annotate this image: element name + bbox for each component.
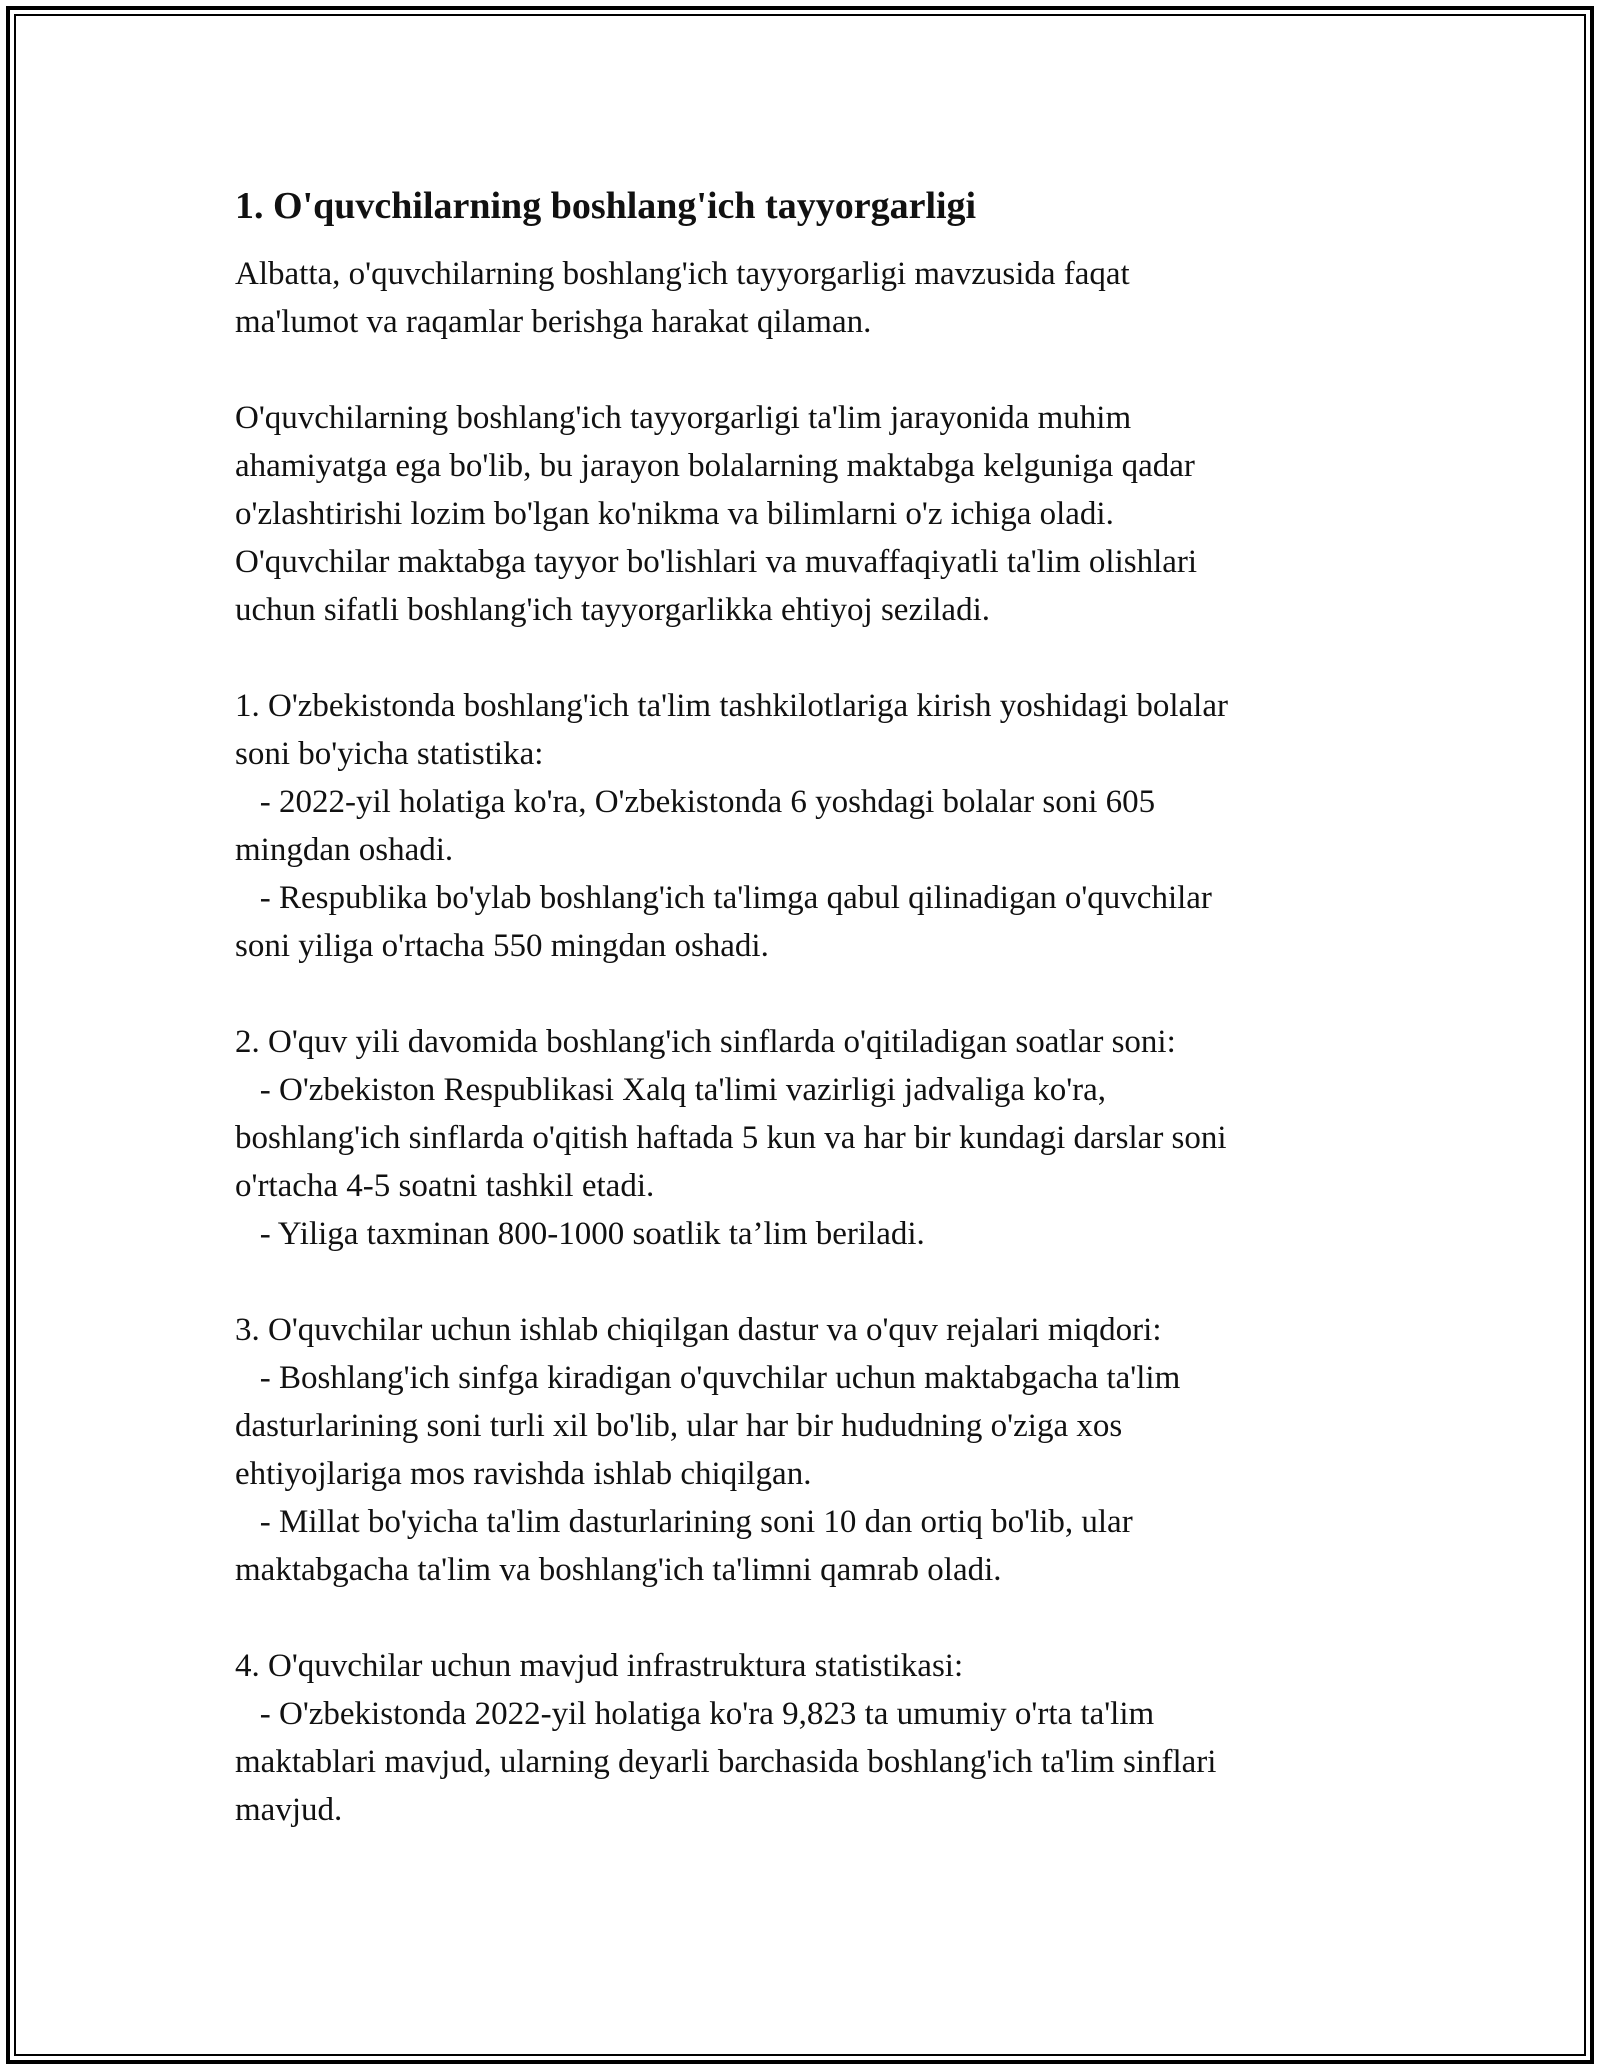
text-line: Albatta, o'quvchilarning boshlang'ich tayyorgarligi mavzusida faqat <box>235 256 1130 292</box>
paragraph <box>235 250 1375 346</box>
document-title: 1. O'quvchilarning boshlang'ich tayyorgarligi <box>235 185 977 227</box>
text-line: - Respublika bo'ylab boshlang'ich ta'limga qabul qilinadigan o'quvchilar <box>235 880 1212 916</box>
text-line: - 2022-yil holatiga ko'ra, O'zbekistonda 6 yoshdagi bolalar soni 605 <box>235 784 1156 820</box>
text-line: 3. O'quvchilar uchun ishlab chiqilgan dastur va o'quv rejalari miqdori: <box>235 1312 1162 1348</box>
document-body <box>235 182 1375 1882</box>
text-line: ma'lumot va raqamlar berishga harakat qilaman. <box>235 304 872 340</box>
paragraph <box>235 1306 1375 1594</box>
paragraph <box>235 1018 1375 1258</box>
text-line: O'quvchilar maktabga tayyor bo'lishlari va muvaffaqiyatli ta'lim olishlari <box>235 544 1198 580</box>
text-line: mingdan oshadi. <box>235 832 454 868</box>
paragraph <box>235 394 1375 634</box>
text-line: soni bo'yicha statistika: <box>235 736 544 772</box>
text-line: maktablari mavjud, ularning deyarli barchasida boshlang'ich ta'lim sinflari <box>235 1744 1217 1780</box>
text-line: - Yiliga taxminan 800-1000 soatlik ta’lim beriladi. <box>235 1216 925 1252</box>
text-line: boshlang'ich sinflarda o'qitish haftada 5 kun va har bir kundagi darslar soni <box>235 1120 1227 1156</box>
paragraph-list <box>235 250 1375 1834</box>
text-line: O'quvchilarning boshlang'ich tayyorgarligi ta'lim jarayonida muhim <box>235 400 1132 436</box>
text-line: - Boshlang'ich sinfga kiradigan o'quvchilar uchun maktabgacha ta'lim <box>235 1360 1181 1396</box>
text-line: soni yiliga o'rtacha 550 mingdan oshadi. <box>235 928 769 964</box>
text-line: - O'zbekistonda 2022-yil holatiga ko'ra 9,823 ta umumiy o'rta ta'lim <box>235 1696 1155 1732</box>
text-line: 1. O'zbekistonda boshlang'ich ta'lim tashkilotlariga kirish yoshidagi bolalar <box>235 688 1228 724</box>
text-line: o'rtacha 4-5 soatni tashkil etadi. <box>235 1168 655 1204</box>
paragraph <box>235 1642 1375 1834</box>
text-line: ahamiyatga ega bo'lib, bu jarayon bolalarning maktabga kelguniga qadar <box>235 448 1195 484</box>
text-line: 2. O'quv yili davomida boshlang'ich sinflarda o'qitiladigan soatlar soni: <box>235 1024 1176 1060</box>
text-line: 4. O'quvchilar uchun mavjud infrastruktura statistikasi: <box>235 1648 964 1684</box>
paragraph <box>235 682 1375 970</box>
text-line: ehtiyojlariga mos ravishda ishlab chiqilgan. <box>235 1456 812 1492</box>
text-line: maktabgacha ta'lim va boshlang'ich ta'limni qamrab oladi. <box>235 1552 1002 1588</box>
text-line: - Millat bo'yicha ta'lim dasturlarining soni 10 dan ortiq bo'lib, ular <box>235 1504 1133 1540</box>
text-line: uchun sifatli boshlang'ich tayyorgarlikka ehtiyoj seziladi. <box>235 592 990 628</box>
text-line: - O'zbekiston Respublikasi Xalq ta'limi vazirligi jadvaliga ko'ra, <box>235 1072 1107 1108</box>
text-line: dasturlarining soni turli xil bo'lib, ular har bir hududning o'ziga xos <box>235 1408 1123 1444</box>
text-line: o'zlashtirishi lozim bo'lgan ko'nikma va bilimlarni o'z ichiga oladi. <box>235 496 1114 532</box>
text-line: mavjud. <box>235 1792 343 1828</box>
